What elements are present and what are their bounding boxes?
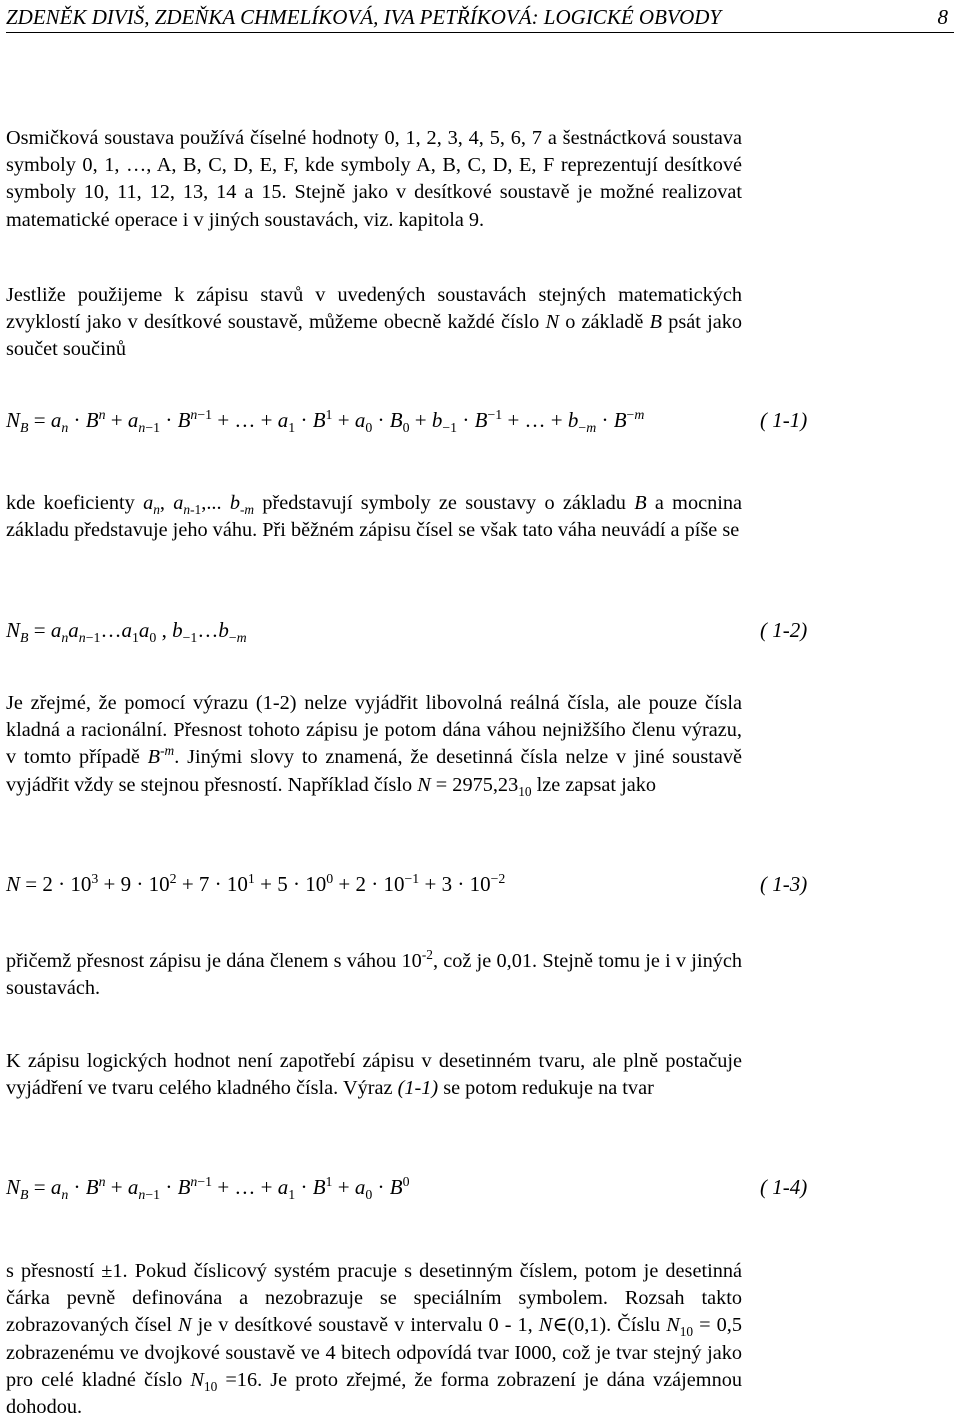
equation-number: ( 1-1) bbox=[760, 408, 808, 432]
header-authors-title: ZDENĚK DIVIŠ, ZDEŇKA CHMELÍKOVÁ, IVA PETŘÍKOVÁ: LOGICKÉ OBVODY bbox=[6, 5, 722, 29]
page-number: 8 bbox=[937, 5, 948, 29]
equation-1-4 bbox=[6, 1175, 806, 1215]
equation-1-3 bbox=[6, 872, 806, 912]
paragraph-general-notation: Jestliže použijeme k zápisu stavů v uvedených soustavách stejných matematických zvyklostí jako v desítkové soustavě, můžeme obecně každé číslo N o základě B psát jako součet součinů bbox=[6, 284, 742, 361]
equation-1-2 bbox=[6, 618, 806, 658]
equation-number: ( 1-2) bbox=[760, 618, 808, 642]
equation-body: $N_B$ = $a_na_{n-1}\dots a_1a_0$ , $b_{-1}\dots b_{-m}$ bbox=[6, 618, 247, 646]
equation-body: $N_B = a_n \cdot B^n + a_{n-1} \cdot B^{n-1}$ + … + $a_1 \cdot B^1 + a_0 \cdot B_0 + b_{-1} \cdot B^{-1}$ + … + $b_{-m} \cdot B^{-m}$ bbox=[6, 407, 645, 436]
paragraph-coefficients: kde koeficienty $a_n$, $a_{n-1}$,... $b_{-m}$ představují symboly ze soustavy o základu B a mocnina základu představuje jeho váhu. Při běžném zápisu čísel se však tato váha neuvádí a píše se bbox=[6, 492, 743, 542]
equation-number: ( 1-4) bbox=[760, 1175, 808, 1199]
page-header bbox=[6, 2, 954, 33]
equation-body: $N_B = a_n \cdot B^n + a_{n-1} \cdot B^{n-1}$ + … + $a_1 \cdot B^1 + a_0 \cdot B^0$ bbox=[6, 1174, 410, 1203]
paragraph-precision-weight: přičemž přesnost zápisu je dána členem s váhou $10^{-2}$, což je 0,01. Stejně tomu je i v jiných soustavách. bbox=[6, 947, 743, 1000]
paragraph-logic-values: K zápisu logických hodnot není zapotřebí zápisu v desetinném tvaru, ale plně postačuje vyjádření ve tvaru celého kladného čísla. Výraz (1-1) se potom redukuje na tvar bbox=[6, 1050, 742, 1100]
paragraph-precision: Je zřejmé, že pomocí výrazu (1-2) nelze vyjádřit libovolná reálná čísla, ale pouze čísla kladná a racionální. Přesnost tohoto zápisu je potom dána váhou nejnižšího členu výrazu, v tomto případě $B^{-m}$. Jinými slovy to znamená, že desetinná čísla nelze v jiné soustavě vyjádřit vždy se stejnou přesností. Například číslo $N = 2975,23_{10}$ lze zapsat jako bbox=[6, 692, 743, 799]
equation-number: ( 1-3) bbox=[760, 872, 808, 896]
paragraph-number-systems: Osmičková soustava používá číselné hodnoty 0, 1, 2, 3, 4, 5, 6, 7 a šestnáctková soustava symboly 0, 1, …, A, B, C, D, E, F, kde symboly A, B, C, D, E, F reprezentují desítkové symboly 10, 11, 12, 13, 14 a 15. Stejně jako v desítkové soustavě je možné realizovat matematické operace i v jiných soustavách, viz. kapitola 9. bbox=[6, 127, 742, 231]
equation-1-1 bbox=[6, 408, 806, 448]
equation-body: $N = 2 \cdot 10^3 + 9 \cdot 10^2 + 7 \cdot 10^1 + 5 \cdot 10^0 + 2 \cdot 10^{-1} + 3 \cdot 10^{-2}$ bbox=[6, 871, 506, 896]
paragraph-decimal-range: s přesností ±1. Pokud číslicový systém pracuje s desetinným číslem, potom je desetinná čárka pevně definována a nezobrazuje se speciálním symbolem. Rozsah takto zobrazovaných čísel N je v desítkové soustavě v intervalu 0 - 1, N∈(0,1). Číslu $N_{10} = 0,5$ zobrazenému ve dvojkové soustavě ve 4 bitech odpovídá tvar I000, což je tvar stejný jako pro celé kladné číslo $N_{10} =16$. Je proto zřejmé, že forma zobrazení je dána vzájemnou dohodou. bbox=[6, 1260, 743, 1419]
